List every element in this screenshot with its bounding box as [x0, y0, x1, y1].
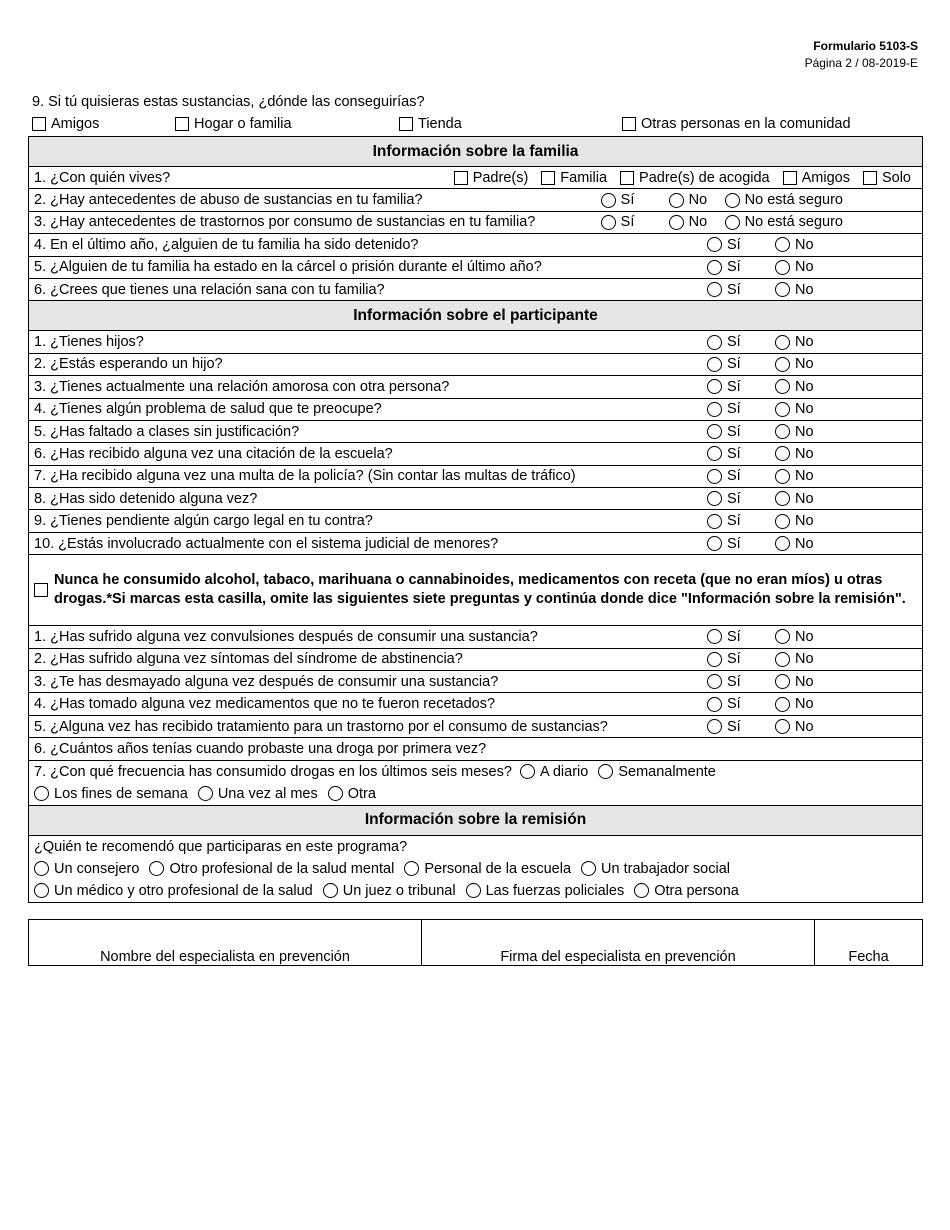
- option-label: No: [795, 445, 814, 462]
- radio[interactable]: [601, 193, 616, 208]
- option-otra[interactable]: [328, 783, 376, 805]
- question-text: 1. ¿Tienes hijos?: [34, 334, 144, 351]
- option-no[interactable]: [775, 237, 827, 253]
- radio[interactable]: [775, 379, 790, 394]
- option-fines-semana[interactable]: [34, 783, 188, 805]
- family-q5-row: [29, 256, 923, 278]
- option-amigos[interactable]: [783, 170, 850, 186]
- option-escuela[interactable]: [404, 858, 571, 880]
- question-text: 9. ¿Tienes pendiente algún cargo legal en tu contra?: [34, 513, 373, 530]
- form-table: [28, 136, 923, 903]
- option-label: No: [688, 214, 708, 231]
- option-label: Padre(s): [472, 169, 529, 186]
- radio[interactable]: [707, 357, 722, 372]
- option-label: Otra: [347, 785, 376, 802]
- question-row: [29, 443, 923, 465]
- option-label: Sí: [727, 378, 741, 395]
- radio[interactable]: [707, 282, 722, 297]
- option-si[interactable]: [707, 446, 775, 462]
- family-q2-row: [29, 189, 923, 211]
- option-label: Las fuerzas policiales: [485, 882, 625, 899]
- radio[interactable]: [707, 402, 722, 417]
- radio[interactable]: [707, 719, 722, 734]
- option-no[interactable]: [775, 536, 827, 552]
- option-label: Otro profesional de la salud mental: [169, 860, 395, 877]
- radio[interactable]: [581, 861, 596, 876]
- radio[interactable]: [328, 786, 343, 801]
- option-si[interactable]: [707, 334, 775, 350]
- option-label: Sí: [727, 236, 741, 253]
- option-consejero[interactable]: [34, 858, 139, 880]
- question-row: [29, 532, 923, 554]
- radio[interactable]: [707, 335, 722, 350]
- option-medico[interactable]: [34, 880, 313, 902]
- option-si[interactable]: [707, 696, 775, 712]
- radio[interactable]: [725, 193, 740, 208]
- option-label: No: [795, 718, 814, 735]
- question-row: [29, 693, 923, 715]
- option-label: Familia: [560, 169, 608, 186]
- option-no[interactable]: [775, 719, 827, 735]
- option-salud-mental[interactable]: [149, 858, 394, 880]
- family-q3-row: [29, 211, 923, 233]
- radio[interactable]: [669, 193, 684, 208]
- option-label: Un trabajador social: [601, 860, 731, 877]
- radio[interactable]: [775, 237, 790, 252]
- radio[interactable]: [775, 282, 790, 297]
- question-text: 1. ¿Has sufrido alguna vez convulsiones después de consumir una sustancia?: [34, 628, 538, 645]
- radio[interactable]: [707, 469, 722, 484]
- question-text: 2. ¿Hay antecedentes de abuso de sustancias en tu familia?: [34, 192, 423, 209]
- question-row: [29, 376, 923, 398]
- option-otra-persona[interactable]: [634, 880, 739, 902]
- question-cell: [29, 443, 923, 465]
- family-q4-row: [29, 234, 923, 256]
- option-solo[interactable]: [863, 170, 911, 186]
- question-row: [29, 420, 923, 442]
- radio[interactable]: [707, 536, 722, 551]
- option-semanal[interactable]: [598, 761, 716, 783]
- option-label: Sí: [727, 468, 741, 485]
- option-no[interactable]: [775, 379, 827, 395]
- question-cell: [29, 626, 923, 648]
- option-no[interactable]: [775, 674, 827, 690]
- question-cell: [29, 398, 923, 420]
- option-label: Sí: [620, 214, 635, 231]
- page-number: Página 2 / 08-2019-E: [804, 56, 918, 70]
- option-acogida[interactable]: [620, 170, 770, 186]
- option-label: No está seguro: [744, 192, 843, 209]
- substance-q7-row: [29, 760, 923, 805]
- question-cell: [29, 420, 923, 442]
- radio[interactable]: [707, 674, 722, 689]
- specialist-name-label: Nombre del especialista en prevención: [100, 949, 350, 965]
- option-no[interactable]: [669, 192, 725, 208]
- option-label: Sí: [727, 673, 741, 690]
- option-diario[interactable]: [520, 761, 588, 783]
- question-text: 6. ¿Crees que tienes una relación sana con tu familia?: [34, 281, 385, 298]
- question-cell: [29, 510, 923, 532]
- option-label: Semanalmente: [618, 763, 716, 780]
- radio[interactable]: [775, 674, 790, 689]
- option-label: Sí: [727, 281, 741, 298]
- question-row: [29, 648, 923, 670]
- option-label: Padre(s) de acogida: [639, 169, 770, 186]
- option-label: No: [795, 356, 814, 373]
- q9-option-otras[interactable]: [622, 116, 851, 132]
- signature-table: [28, 919, 923, 966]
- option-si[interactable]: [707, 651, 775, 667]
- radio[interactable]: [775, 424, 790, 439]
- question-row: [29, 465, 923, 487]
- question-row: [29, 353, 923, 375]
- question-text: 2. ¿Estás esperando un hijo?: [34, 356, 223, 373]
- option-label: Sí: [727, 628, 741, 645]
- option-familia[interactable]: [541, 170, 607, 186]
- option-label: Hogar o familia: [194, 116, 292, 132]
- radio[interactable]: [775, 629, 790, 644]
- radio[interactable]: [725, 215, 740, 230]
- option-label: No: [795, 236, 814, 253]
- option-label: Sí: [727, 535, 741, 552]
- option-label: Los fines de semana: [54, 785, 188, 802]
- radio[interactable]: [34, 883, 49, 898]
- option-label: No: [795, 423, 814, 440]
- question-text: 8. ¿Has sido detenido alguna vez?: [34, 490, 258, 507]
- q9-options: [32, 116, 922, 136]
- question-text: 3. ¿Tienes actualmente una relación amorosa con otra persona?: [34, 378, 450, 395]
- radio[interactable]: [598, 764, 613, 779]
- question-cell: [29, 648, 923, 670]
- radio[interactable]: [149, 861, 164, 876]
- participant-section-title: Información sobre el participante: [29, 301, 923, 331]
- substance-questions: [29, 626, 923, 738]
- question-row: [29, 671, 923, 693]
- option-no-seguro[interactable]: [725, 192, 843, 208]
- radio[interactable]: [520, 764, 535, 779]
- question-row: [29, 488, 923, 510]
- question-cell: [29, 465, 923, 487]
- option-si[interactable]: [707, 629, 775, 645]
- option-label: Una vez al mes: [217, 785, 318, 802]
- question-text: 6. ¿Cuántos años tenías cuando probaste una droga por primera vez?: [34, 740, 487, 757]
- option-no[interactable]: [775, 424, 827, 440]
- question-cell: [29, 376, 923, 398]
- option-no[interactable]: [775, 356, 827, 372]
- form-header: [805, 38, 918, 72]
- question-text: 5. ¿Has faltado a clases sin justificación?: [34, 423, 300, 440]
- radio[interactable]: [707, 260, 722, 275]
- radio[interactable]: [775, 491, 790, 506]
- q9-option-amigos[interactable]: [32, 116, 99, 132]
- radio[interactable]: [669, 215, 684, 230]
- participant-questions: [29, 331, 923, 555]
- checkbox[interactable]: [399, 117, 413, 131]
- radio[interactable]: [198, 786, 213, 801]
- radio[interactable]: [775, 719, 790, 734]
- option-label: Sí: [727, 651, 741, 668]
- option-no[interactable]: [775, 468, 827, 484]
- option-no[interactable]: [775, 446, 827, 462]
- question-text: 4. ¿Tienes algún problema de salud que te preocupe?: [34, 401, 382, 418]
- option-si[interactable]: [707, 356, 775, 372]
- radio[interactable]: [775, 402, 790, 417]
- family-section-title: Información sobre la familia: [29, 137, 923, 167]
- radio[interactable]: [775, 652, 790, 667]
- option-si[interactable]: [707, 282, 775, 298]
- question-cell: [29, 353, 923, 375]
- radio[interactable]: [34, 861, 49, 876]
- question-text: 3. ¿Hay antecedentes de trastornos por consumo de sustancias en tu familia?: [34, 214, 536, 231]
- form-number: Formulario 5103-S: [813, 39, 918, 53]
- option-no[interactable]: [775, 629, 827, 645]
- option-label: Sí: [727, 718, 741, 735]
- option-label: No: [795, 490, 814, 507]
- specialist-name-field[interactable]: [29, 920, 422, 966]
- radio[interactable]: [775, 357, 790, 372]
- never-used-text: Nunca he consumido alcohol, tabaco, marihuana o cannabinoides, medicamentos con receta (que no eran míos) u otras drogas.*Si marcas esta casilla, omite las siguientes siete preguntas y continúa donde dice "Información sobre la remisión".: [54, 572, 906, 608]
- option-policia[interactable]: [466, 880, 625, 902]
- date-field[interactable]: [815, 920, 923, 966]
- option-si[interactable]: [707, 424, 775, 440]
- option-una-vez-mes[interactable]: [198, 783, 318, 805]
- radio[interactable]: [707, 446, 722, 461]
- option-label: Amigos: [801, 169, 850, 186]
- option-label: Sí: [727, 259, 741, 276]
- substance-q6-row: [29, 738, 923, 760]
- option-si[interactable]: [707, 674, 775, 690]
- option-label: Personal de la escuela: [424, 860, 572, 877]
- option-si[interactable]: [601, 214, 669, 230]
- question-text: 2. ¿Has sufrido alguna vez síntomas del síndrome de abstinencia?: [34, 651, 463, 668]
- radio[interactable]: [775, 514, 790, 529]
- option-label: Un consejero: [54, 860, 140, 877]
- question-row: [29, 398, 923, 420]
- radio[interactable]: [34, 786, 49, 801]
- question-text: 4. En el último año, ¿alguien de tu familia ha sido detenido?: [34, 236, 419, 253]
- option-label: No: [795, 513, 814, 530]
- option-label: No: [795, 673, 814, 690]
- radio[interactable]: [634, 883, 649, 898]
- option-si[interactable]: [707, 259, 775, 275]
- option-label: No: [795, 378, 814, 395]
- radio[interactable]: [707, 514, 722, 529]
- question-text: 3. ¿Te has desmayado alguna vez después de consumir una sustancia?: [34, 673, 499, 690]
- radio[interactable]: [707, 237, 722, 252]
- option-label: No: [795, 259, 814, 276]
- option-no[interactable]: [775, 513, 827, 529]
- option-no[interactable]: [775, 334, 827, 350]
- q9-question: 9. Si tú quisieras estas sustancias, ¿dónde las conseguirías?: [32, 94, 425, 110]
- option-label: Sí: [727, 490, 741, 507]
- option-label: No: [795, 468, 814, 485]
- radio[interactable]: [707, 424, 722, 439]
- checkbox[interactable]: [175, 117, 189, 131]
- option-label: Sí: [620, 192, 635, 209]
- option-trabajador-social[interactable]: [581, 858, 730, 880]
- radio[interactable]: [775, 446, 790, 461]
- question-row: [29, 715, 923, 737]
- question-cell: [29, 671, 923, 693]
- option-label: No: [795, 628, 814, 645]
- option-no[interactable]: [775, 401, 827, 417]
- option-no[interactable]: [775, 282, 827, 298]
- question-cell: [29, 488, 923, 510]
- checkbox[interactable]: [454, 171, 468, 185]
- radio[interactable]: [707, 491, 722, 506]
- question-text: 7. ¿Ha recibido alguna vez una multa de la policía? (Sin contar las multas de tráfico): [34, 468, 576, 485]
- option-label: A diario: [539, 763, 589, 780]
- question-row: [29, 510, 923, 532]
- radio[interactable]: [775, 697, 790, 712]
- option-label: Otras personas en la comunidad: [641, 116, 851, 132]
- radio[interactable]: [775, 260, 790, 275]
- radio[interactable]: [707, 379, 722, 394]
- specialist-signature-field[interactable]: [422, 920, 815, 966]
- checkbox[interactable]: [622, 117, 636, 131]
- option-si[interactable]: [707, 513, 775, 529]
- checkbox[interactable]: [863, 171, 877, 185]
- option-label: Sí: [727, 334, 741, 351]
- option-label: Sí: [727, 423, 741, 440]
- option-label: Un juez o tribunal: [342, 882, 456, 899]
- option-label: Sí: [727, 356, 741, 373]
- question-text: 7. ¿Con qué frecuencia has consumido drogas en los últimos seis meses?: [34, 763, 512, 780]
- date-label: Fecha: [848, 949, 889, 965]
- specialist-signature-label: Firma del especialista en prevención: [500, 949, 736, 965]
- radio[interactable]: [775, 536, 790, 551]
- option-label: Sí: [727, 696, 741, 713]
- question-text: 4. ¿Has tomado alguna vez medicamentos que no te fueron recetados?: [34, 696, 496, 713]
- option-no[interactable]: [775, 651, 827, 667]
- option-si[interactable]: [707, 401, 775, 417]
- question-text: 10. ¿Estás involucrado actualmente con el sistema judicial de menores?: [34, 535, 499, 552]
- option-label: Sí: [727, 401, 741, 418]
- radio[interactable]: [775, 335, 790, 350]
- option-no[interactable]: [775, 491, 827, 507]
- option-label: Sí: [727, 513, 741, 530]
- question-cell: [29, 532, 923, 554]
- family-q1-row: [29, 167, 923, 189]
- q9-option-tienda[interactable]: [399, 116, 462, 132]
- option-label: No: [795, 651, 814, 668]
- option-no-seguro[interactable]: [725, 214, 843, 230]
- option-label: No: [795, 334, 814, 351]
- option-no[interactable]: [775, 259, 827, 275]
- option-si[interactable]: [707, 491, 775, 507]
- option-label: No está seguro: [744, 214, 843, 231]
- option-si[interactable]: [601, 192, 669, 208]
- never-used-checkbox[interactable]: [34, 583, 48, 597]
- option-si[interactable]: [707, 719, 775, 735]
- question-cell: [29, 715, 923, 737]
- q9-option-hogar[interactable]: [175, 116, 292, 132]
- question-cell: [29, 693, 923, 715]
- option-label: Un médico y otro profesional de la salud: [54, 882, 313, 899]
- question-text: 6. ¿Has recibido alguna vez una citación de la escuela?: [34, 445, 393, 462]
- question-cell: [29, 331, 923, 353]
- checkbox[interactable]: [783, 171, 797, 185]
- radio[interactable]: [775, 469, 790, 484]
- option-si[interactable]: [707, 536, 775, 552]
- question-text: 1. ¿Con quién vives?: [34, 169, 171, 186]
- option-label: Sí: [727, 445, 741, 462]
- radio[interactable]: [466, 883, 481, 898]
- radio[interactable]: [601, 215, 616, 230]
- option-label: Solo: [881, 169, 911, 186]
- option-padres[interactable]: [454, 170, 529, 186]
- checkbox[interactable]: [541, 171, 555, 185]
- radio[interactable]: [707, 652, 722, 667]
- option-si[interactable]: [707, 237, 775, 253]
- referral-question: ¿Quién te recomendó que participaras en este programa?: [34, 838, 408, 855]
- option-juez[interactable]: [323, 880, 456, 902]
- option-label: No: [795, 535, 814, 552]
- question-row: [29, 331, 923, 353]
- option-label: Amigos: [51, 116, 100, 132]
- radio[interactable]: [323, 883, 338, 898]
- radio[interactable]: [707, 629, 722, 644]
- question-row: [29, 626, 923, 648]
- radio[interactable]: [707, 697, 722, 712]
- question-text: 5. ¿Alguna vez has recibido tratamiento para un trastorno por el consumo de sustancias?: [34, 718, 608, 735]
- option-no[interactable]: [669, 214, 725, 230]
- referral-row: [29, 835, 923, 902]
- checkbox[interactable]: [32, 117, 46, 131]
- radio[interactable]: [404, 861, 419, 876]
- option-si[interactable]: [707, 379, 775, 395]
- question-text: 5. ¿Alguien de tu familia ha estado en la cárcel o prisión durante el último año?: [34, 259, 542, 276]
- option-label: No: [795, 281, 814, 298]
- option-si[interactable]: [707, 468, 775, 484]
- option-label: No: [795, 696, 814, 713]
- referral-section-title: Información sobre la remisión: [29, 805, 923, 835]
- option-no[interactable]: [775, 696, 827, 712]
- option-label: No: [688, 192, 708, 209]
- family-q6-row: [29, 278, 923, 300]
- option-label: Tienda: [418, 116, 462, 132]
- option-label: Otra persona: [654, 882, 739, 899]
- option-label: No: [795, 401, 814, 418]
- checkbox[interactable]: [620, 171, 634, 185]
- never-used-row: [29, 555, 923, 626]
